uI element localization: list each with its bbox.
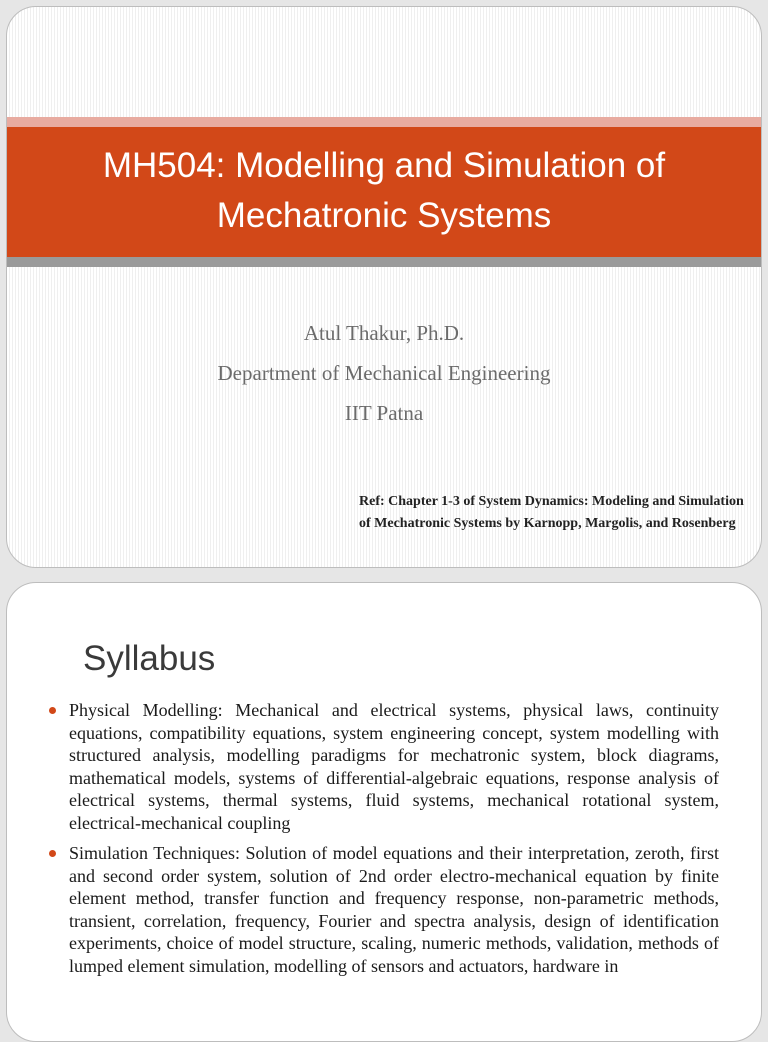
bullet-text-simulation-techniques: Simulation Techniques: Solution of model equations and their interpretation, zeroth, first and second order system, solution of 2nd order electro-mechanical equation by finite element method, transfer function and frequency response, non-parametric methods, transient, correlation, frequency, Fourier and spectra analysis, design of identification experiments, choice of model structure, scaling, numeric methods, validation, methods of lumped element simulation, modelling of sensors and actuators, hardware in	[69, 843, 719, 976]
syllabus-heading: Syllabus	[83, 639, 216, 678]
list-item	[45, 699, 719, 834]
slide-title-line-1: MH504: Modelling and Simulation of	[102, 146, 666, 185]
syllabus-bullet-list	[45, 699, 719, 985]
title-slide	[6, 6, 762, 568]
bullet-text-physical-modelling: Physical Modelling: Mechanical and electrical systems, physical laws, continuity equations, compatibility equations, system engineering concept, system modelling with structured analysis, modelling paradigms for mechatronic system, block diagrams, mathematical models, systems of differential-algebraic equations, response analysis of electrical systems, thermal systems, fluid systems, mechanical rotational system, electrical-mechanical coupling	[69, 700, 719, 833]
institute-name: IIT Patna	[344, 401, 424, 425]
author-name: Atul Thakur, Ph.D.	[303, 321, 465, 345]
bullet-dot-icon	[49, 850, 56, 857]
title-band-bottom-stripe	[7, 257, 761, 267]
author-block	[7, 313, 761, 433]
reference-note: Ref: Chapter 1-3 of System Dynamics: Modeling and Simulation of Mechatronic Systems by Karnopp, Margolis, and Rosenberg	[359, 494, 744, 531]
slide-title-line-2: Mechatronic Systems	[216, 196, 552, 235]
bullet-dot-icon	[49, 707, 56, 714]
department-name: Department of Mechanical Engineering	[217, 361, 551, 385]
title-band-top-stripe	[7, 117, 761, 127]
list-item	[45, 842, 719, 977]
syllabus-slide	[6, 582, 762, 1042]
title-band	[7, 127, 761, 257]
